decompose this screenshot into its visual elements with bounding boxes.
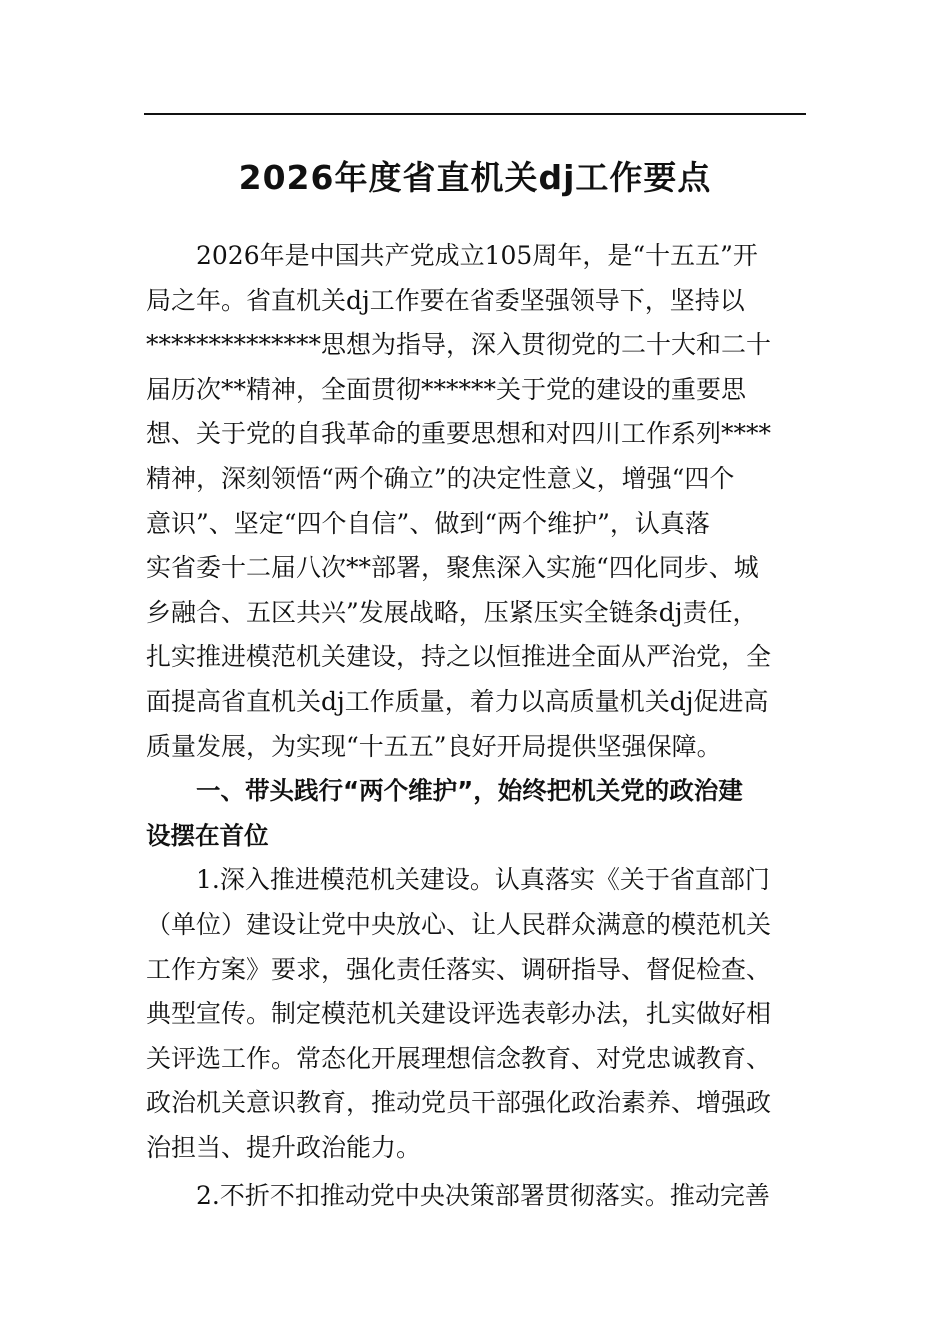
section-heading-line: 设摆在首位 [146, 820, 269, 850]
item-line: 1.深入推进模范机关建设。认真落实《关于省直部门 [196, 865, 770, 895]
section-heading-line: 一、带头践行“两个维护”，始终把机关党的政治建 [196, 776, 743, 806]
intro-paragraph [146, 234, 808, 769]
intro-line: 扎实推进模范机关建设，持之以恒推进全面从严治党，全 [146, 642, 772, 672]
intro-line: 2026年是中国共产党成立105周年，是“十五五”开 [196, 241, 758, 270]
intro-line: 质量发展，为实现“十五五”良好开局提供坚强保障。 [146, 731, 722, 761]
item-line: 治担当、提升政治能力。 [146, 1132, 422, 1162]
intro-line: 意识”、坚定“四个自信”、做到“两个维护”，认真落 [146, 508, 710, 538]
intro-line: 局之年。省直机关dj工作要在省委坚强领导下，坚持以 [146, 285, 745, 315]
intro-line: **************思想为指导，深入贯彻党的二十大和二十 [146, 330, 772, 360]
intro-line: 想、关于党的自我革命的重要思想和对四川工作系列**** [146, 419, 772, 449]
item-line: 关评选工作。常态化开展理想信念教育、对党忠诚教育、 [146, 1043, 772, 1073]
document-body [146, 234, 808, 1219]
intro-line: 实省委十二届八次**部署，聚焦深入实施“四化同步、城 [146, 553, 759, 583]
intro-line: 乡融合、五区共兴”发展战略，压紧压实全链条dj责任， [146, 597, 758, 627]
item-2-paragraph [146, 1174, 808, 1219]
section-heading-1 [146, 769, 808, 858]
item-line: 工作方案》要求，强化责任落实、调研指导、督促检查、 [146, 954, 772, 984]
intro-line: 精神，深刻领悟“两个确立”的决定性意义，增强“四个 [146, 463, 735, 493]
intro-line: 面提高省直机关dj工作质量，着力以高质量机关dj促进高 [146, 686, 769, 716]
intro-line: 届历次**精神，全面贯彻******关于党的建设的重要思 [146, 374, 747, 404]
item-line: （单位）建设让党中央放心、让人民群众满意的模范机关 [146, 909, 772, 939]
item-line: 政治机关意识教育，推动党员干部强化政治素养、增强政 [146, 1088, 772, 1118]
item-1-paragraph [146, 858, 808, 1170]
item-line: 典型宣传。制定模范机关建设评选表彰办法，扎实做好相 [146, 999, 772, 1029]
header-rule [144, 113, 806, 115]
item-line: 2.不折不扣推动党中央决策部署贯彻落实。推动完善 [196, 1181, 770, 1211]
document-title: 2026年度省直机关dj工作要点 [238, 158, 712, 197]
